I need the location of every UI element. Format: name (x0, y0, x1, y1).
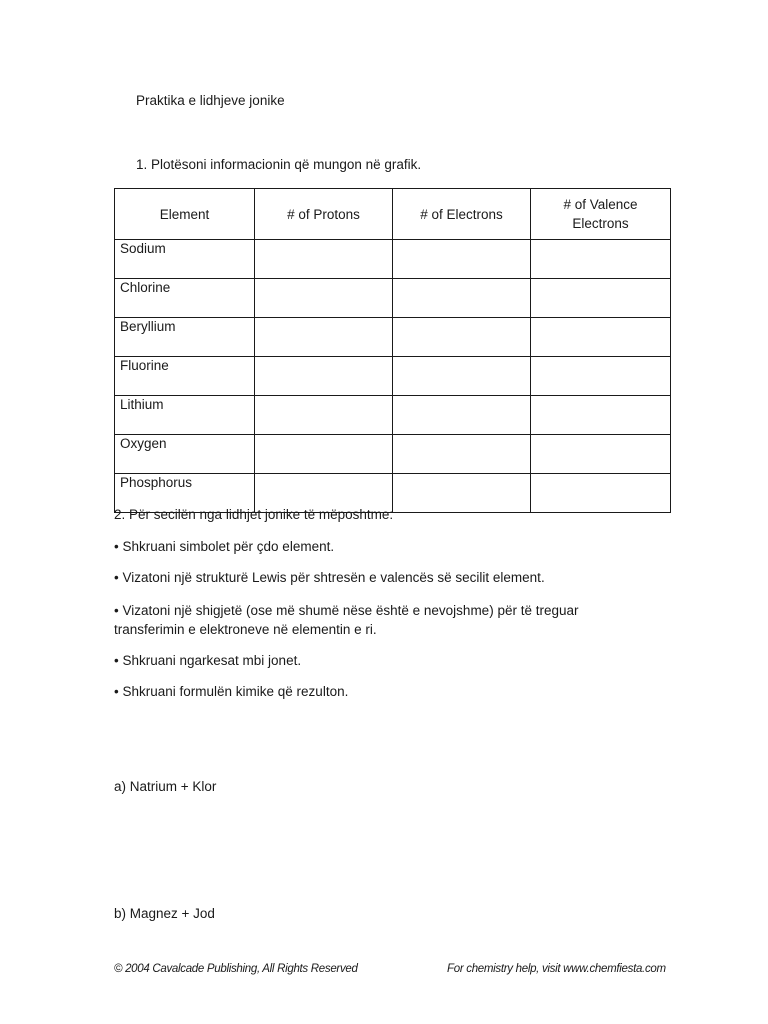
electrons-cell[interactable] (393, 357, 531, 396)
element-table (114, 188, 671, 513)
protons-cell[interactable] (255, 240, 393, 279)
protons-cell[interactable] (255, 357, 393, 396)
protons-cell[interactable] (255, 318, 393, 357)
part-b-label: b) Magnez + Jod (114, 906, 215, 921)
element-name: Oxygen (115, 435, 255, 474)
valence-cell[interactable] (531, 318, 671, 357)
question-1-text: 1. Plotësoni informacionin që mungon në grafik. (136, 157, 422, 172)
table-row (115, 279, 671, 318)
table-header-row (115, 189, 671, 240)
table-row (115, 357, 671, 396)
valence-cell[interactable] (531, 474, 671, 513)
element-name: Sodium (115, 240, 255, 279)
table-row (115, 435, 671, 474)
element-name: Beryllium (115, 318, 255, 357)
table-row (115, 318, 671, 357)
electrons-cell[interactable] (393, 435, 531, 474)
header-valence-electrons-label: # of Valence Electrons (563, 197, 638, 231)
electrons-cell[interactable] (393, 279, 531, 318)
protons-cell[interactable] (255, 396, 393, 435)
valence-cell[interactable] (531, 279, 671, 318)
instruction-bullet: • Shkruani formulën kimike që rezulton. (114, 684, 349, 699)
element-name: Fluorine (115, 357, 255, 396)
valence-cell[interactable] (531, 435, 671, 474)
header-protons: # of Protons (255, 189, 393, 240)
table-row (115, 396, 671, 435)
part-a-label: a) Natrium + Klor (114, 779, 217, 794)
instruction-bullet: • Vizatoni një strukturë Lewis për shtresën e valencës së secilit element. (114, 570, 545, 585)
electrons-cell[interactable] (393, 240, 531, 279)
protons-cell[interactable] (255, 279, 393, 318)
header-valence-electrons (531, 189, 671, 240)
electrons-cell[interactable] (393, 474, 531, 513)
element-name: Chlorine (115, 279, 255, 318)
header-electrons: # of Electrons (393, 189, 531, 240)
element-name: Lithium (115, 396, 255, 435)
protons-cell[interactable] (255, 435, 393, 474)
electrons-cell[interactable] (393, 396, 531, 435)
instruction-bullet: • Shkruani simbolet për çdo element. (114, 539, 335, 554)
instruction-bullet: • Shkruani ngarkesat mbi jonet. (114, 653, 302, 668)
valence-cell[interactable] (531, 357, 671, 396)
table-row (115, 240, 671, 279)
element-name: Phosphorus (115, 474, 255, 513)
header-element: Element (115, 189, 255, 240)
question-2-text: 2. Për secilën nga lidhjet jonike të mëposhtme: (114, 507, 394, 522)
footer-copyright: © 2004 Cavalcade Publishing, All Rights Reserved (114, 963, 358, 975)
valence-cell[interactable] (531, 396, 671, 435)
electrons-cell[interactable] (393, 318, 531, 357)
footer-help-link: For chemistry help, visit www.chemfiesta.com (447, 963, 666, 975)
instruction-bullet: • Vizatoni një shigjetë (ose më shumë nëse është e nevojshme) për të treguar transferimin e elektroneve në elementin e ri. (114, 603, 579, 637)
valence-cell[interactable] (531, 240, 671, 279)
worksheet-title: Praktika e lidhjeve jonike (136, 93, 285, 108)
